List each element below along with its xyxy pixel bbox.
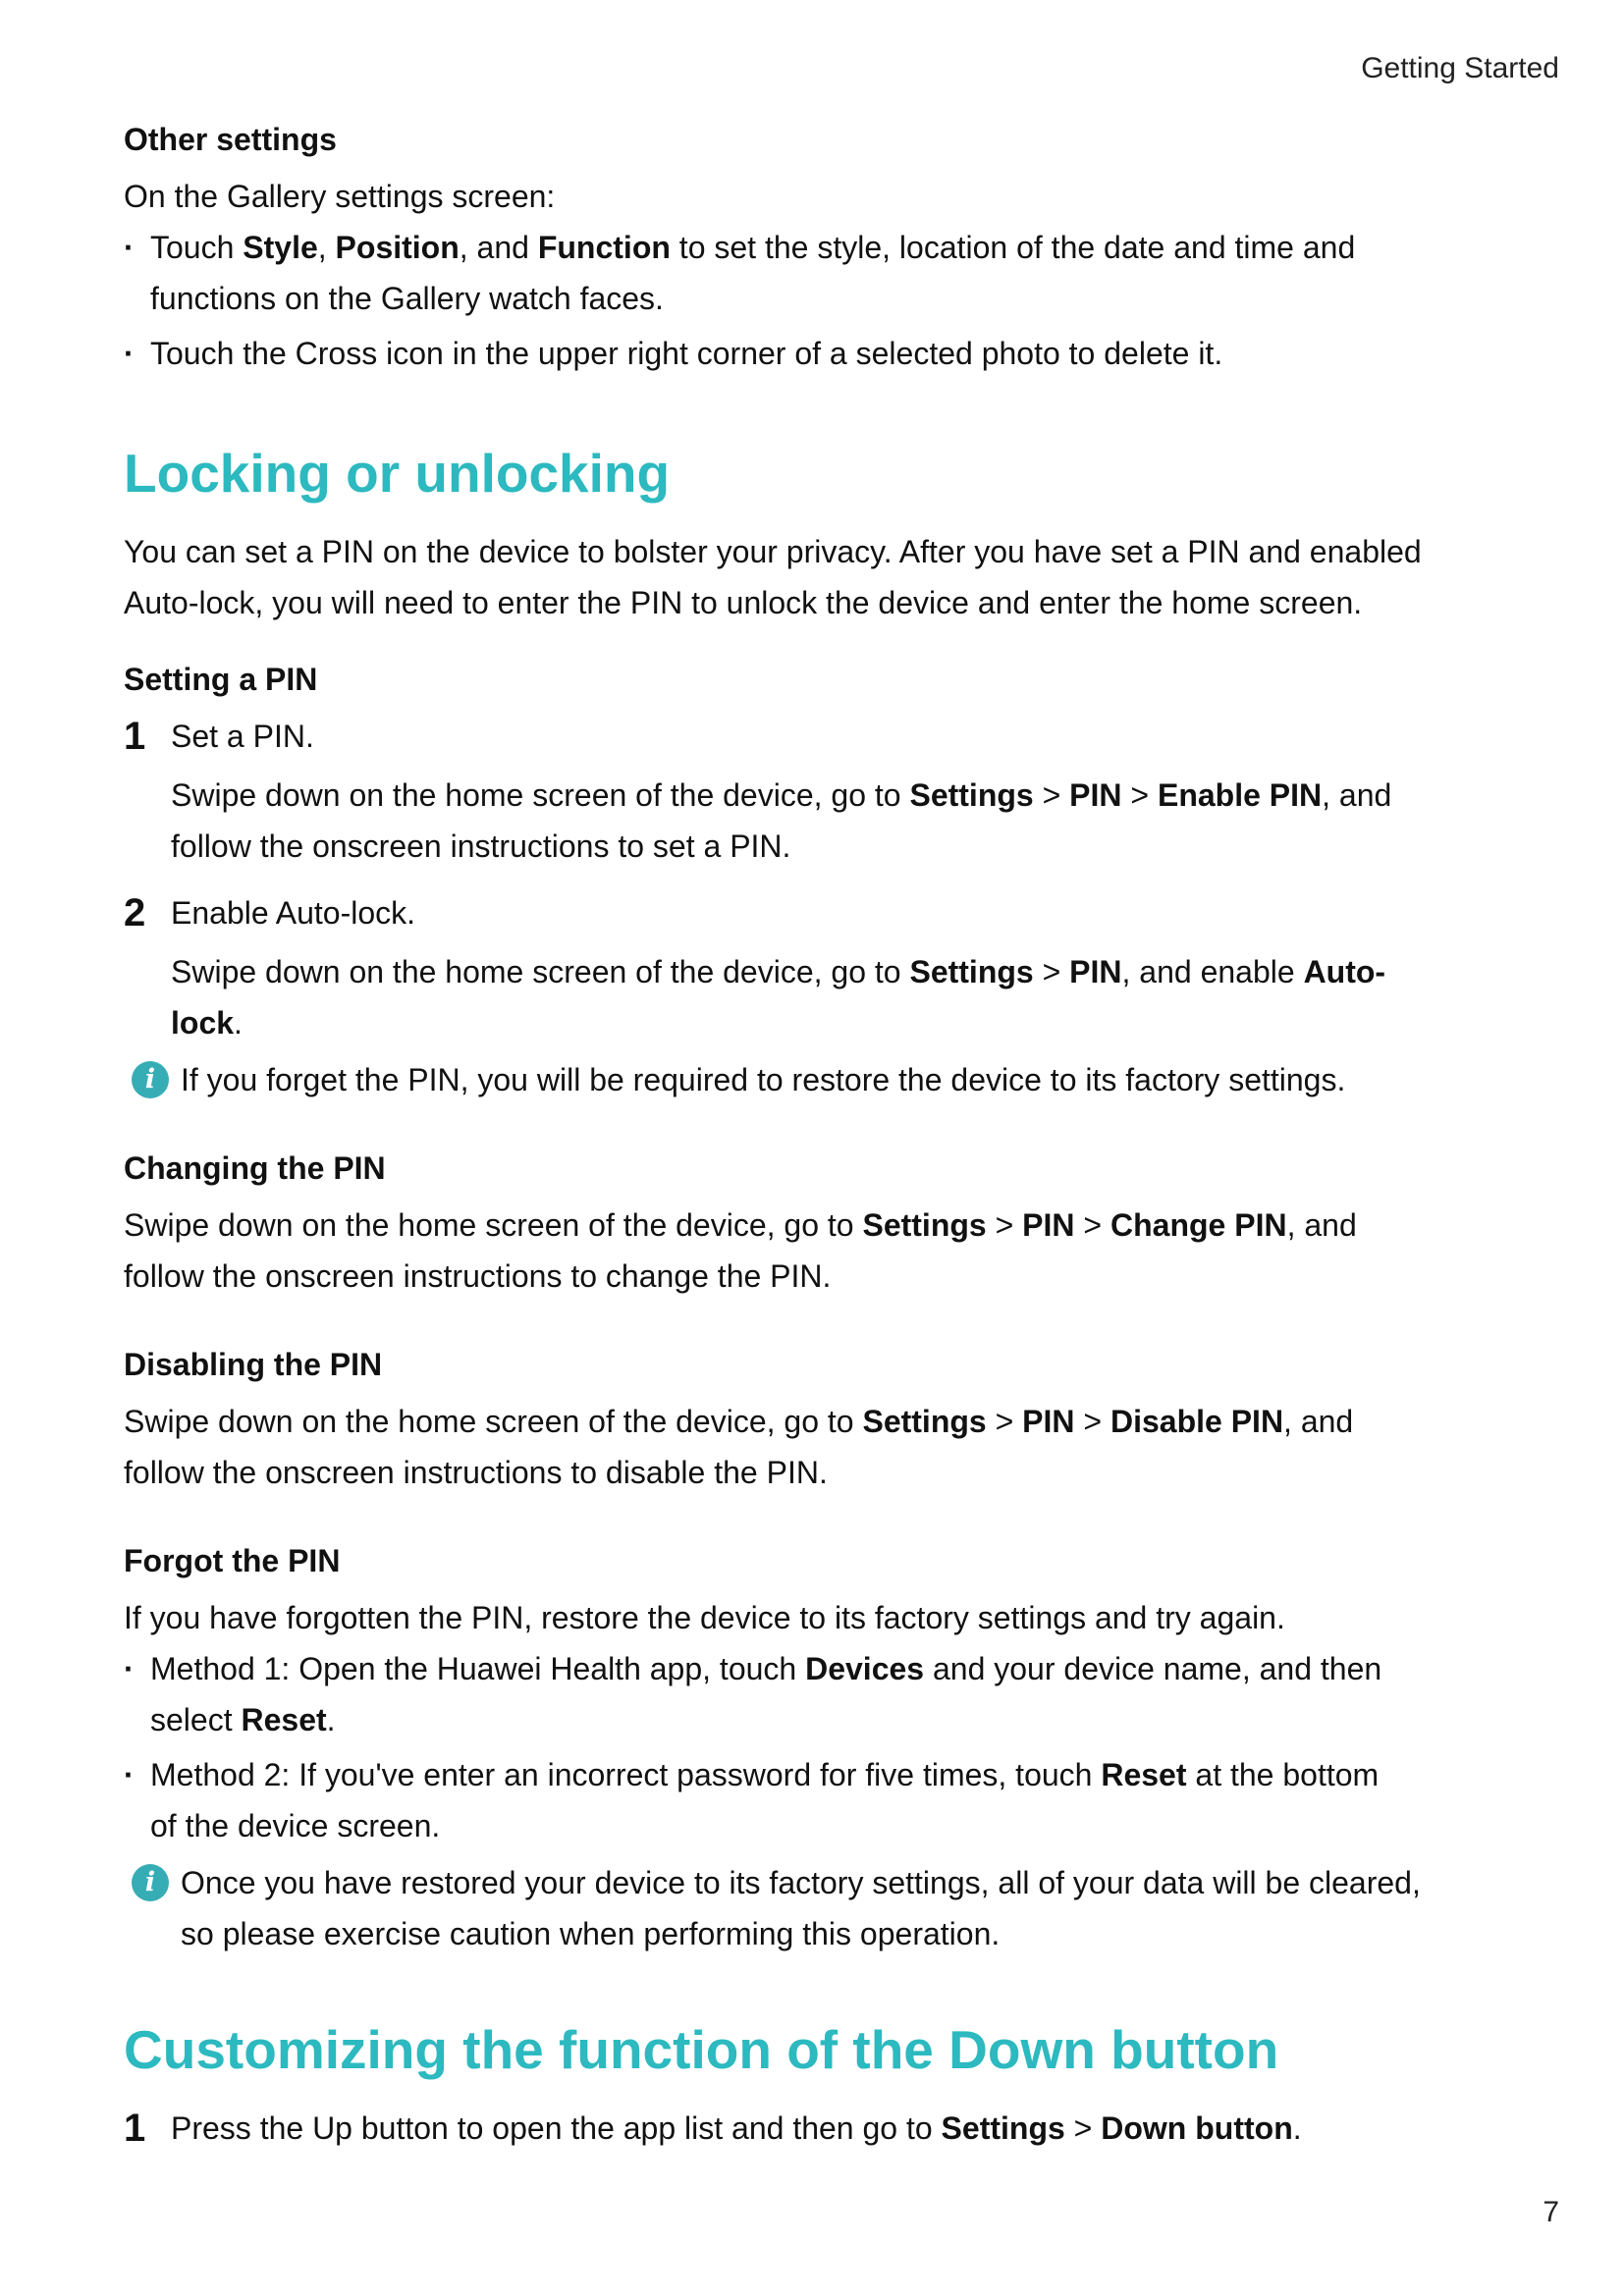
step-1-detail: [124, 770, 1538, 872]
step-2-detail: [124, 946, 1538, 1048]
text: follow the onscreen instructions to set a PIN.: [171, 828, 791, 864]
text: ,: [317, 230, 336, 265]
subheading-setting-pin: Setting a PIN: [124, 662, 318, 697]
ui-term: PIN: [1022, 1404, 1075, 1439]
page-number: 7: [1543, 2196, 1559, 2228]
ui-term: Settings: [909, 777, 1034, 813]
note-text: so please exercise caution when performing this operation.: [181, 1916, 1001, 1951]
ui-term: Down button: [1101, 2110, 1293, 2146]
bullet-item-method-1: [124, 1643, 1538, 1745]
ui-term: Disable PIN: [1110, 1404, 1284, 1439]
path-separator: >: [1033, 954, 1070, 989]
step-2: [124, 887, 1538, 938]
step-number: 2: [124, 891, 146, 934]
ui-term: Change PIN: [1110, 1207, 1287, 1243]
text: , and: [1322, 777, 1392, 813]
ui-term-style: Style: [243, 230, 318, 265]
path-separator: >: [1074, 1404, 1110, 1439]
ui-term: Reset: [1101, 1757, 1187, 1792]
path-separator: >: [1064, 2110, 1102, 2146]
ui-term: lock: [171, 1005, 235, 1041]
ui-term: Enable PIN: [1157, 777, 1323, 813]
ui-term: Settings: [941, 2110, 1065, 2146]
subheading-other-settings: Other settings: [124, 122, 337, 157]
text: , and enable: [1121, 954, 1304, 989]
path-separator: >: [986, 1207, 1023, 1243]
path-separator: >: [1033, 777, 1070, 813]
text: Touch: [150, 230, 244, 265]
text: You can set a PIN on the device to bolster your privacy. After you have set a PIN and enabled: [124, 534, 1422, 569]
text: Swipe down on the home screen of the device, go to: [124, 1207, 863, 1243]
ui-term: Settings: [862, 1404, 987, 1439]
text: .: [1292, 2110, 1302, 2146]
path-separator: >: [1074, 1207, 1110, 1243]
text: .: [234, 1005, 243, 1041]
step-1: [124, 711, 1538, 762]
ui-term: Devices: [805, 1651, 925, 1686]
text: , and: [459, 230, 538, 265]
path-separator: >: [986, 1404, 1023, 1439]
subheading-forgot-pin: Forgot the PIN: [124, 1543, 341, 1578]
step-number: 1: [124, 715, 146, 758]
note-forget-pin: [124, 1054, 1538, 1105]
text: follow the onscreen instructions to disable the PIN.: [124, 1455, 828, 1490]
text: at the bottom: [1186, 1757, 1380, 1792]
step-label: Set a PIN.: [171, 719, 314, 754]
step-number: 1: [124, 2107, 146, 2150]
ui-term-position: Position: [335, 230, 460, 265]
info-icon: i: [132, 1864, 169, 1901]
bullet-item: · Touch the Cross icon in the upper right corner of a selected photo to delete it.: [124, 328, 1538, 379]
text: to set the style, location of the date and time and: [670, 230, 1356, 265]
section-heading-down-button: Customizing the function of the Down button: [124, 2019, 1279, 2080]
subheading-disabling-pin: Disabling the PIN: [124, 1347, 383, 1382]
subheading-changing-pin: Changing the PIN: [124, 1150, 386, 1186]
section-heading-locking: Locking or unlocking: [124, 443, 671, 504]
text: , and: [1283, 1404, 1354, 1439]
info-icon: i: [132, 1061, 169, 1098]
text: follow the onscreen instructions to change the PIN.: [124, 1258, 832, 1294]
ui-term-function: Function: [537, 230, 671, 265]
text: Method 2: If you've enter an incorrect password for five times, touch: [150, 1757, 1102, 1792]
note-data-cleared: [124, 1857, 1538, 1959]
locking-intro: [124, 526, 1538, 628]
text: Press the Up button to open the app list and then go to: [171, 2110, 942, 2146]
text: , and: [1286, 1207, 1357, 1243]
text: select: [150, 1702, 242, 1737]
ui-term: Settings: [909, 954, 1034, 989]
text: Auto-lock, you will need to enter the PIN to unlock the device and enter the home screen.: [124, 585, 1363, 620]
ui-term: PIN: [1069, 777, 1122, 813]
forgot-pin-intro: If you have forgotten the PIN, restore the device to its factory settings and try again.: [124, 1600, 1285, 1635]
text: of the device screen.: [150, 1808, 441, 1843]
note-text: Once you have restored your device to its factory settings, all of your data will be cleared,: [181, 1865, 1421, 1900]
disabling-pin-text: [124, 1396, 1538, 1498]
bullet-item: [124, 222, 1538, 324]
text: .: [326, 1702, 336, 1737]
text: Swipe down on the home screen of the device, go to: [171, 954, 910, 989]
text: functions on the Gallery watch faces.: [150, 281, 664, 316]
text: Swipe down on the home screen of the device, go to: [171, 777, 910, 813]
path-separator: >: [1121, 777, 1158, 813]
ui-term: Auto-: [1303, 954, 1386, 989]
ui-term: Reset: [241, 1702, 327, 1737]
page-content: [124, 88, 1538, 2154]
changing-pin-text: [124, 1200, 1538, 1302]
ui-term: Settings: [862, 1207, 987, 1243]
other-settings-intro: On the Gallery settings screen:: [124, 179, 556, 214]
running-header: Getting Started: [1361, 52, 1559, 84]
text: and your device name, and then: [924, 1651, 1382, 1686]
step-label: Enable Auto-lock.: [171, 895, 416, 931]
ui-term: PIN: [1069, 954, 1122, 989]
text: Method 1: Open the Huawei Health app, touch: [150, 1651, 806, 1686]
step-1: [124, 2103, 1538, 2154]
bullet-item-method-2: [124, 1749, 1538, 1851]
ui-term: PIN: [1022, 1207, 1075, 1243]
note-text: If you forget the PIN, you will be required to restore the device to its factory settings.: [181, 1062, 1346, 1097]
text: Swipe down on the home screen of the device, go to: [124, 1404, 863, 1439]
